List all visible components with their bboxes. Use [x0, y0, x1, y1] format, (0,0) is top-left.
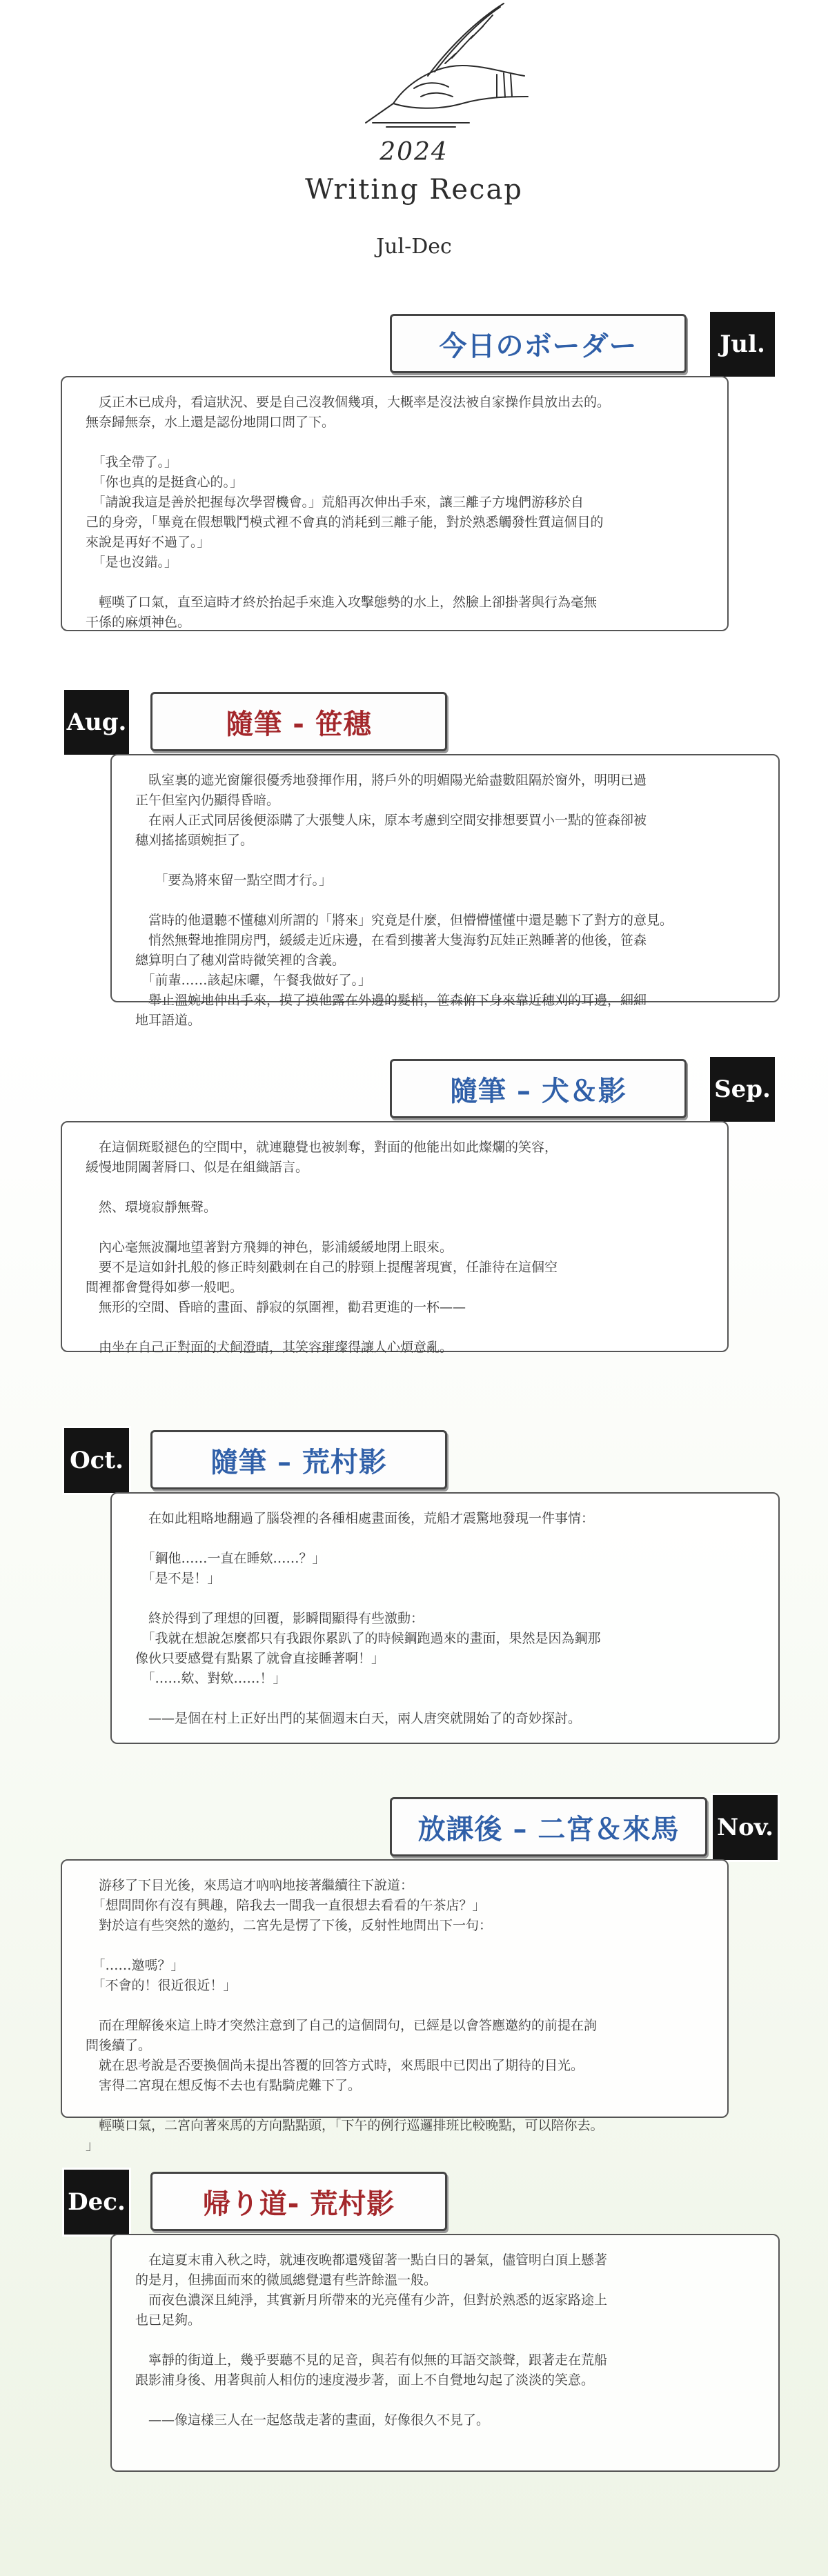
- month-badge: [62, 2168, 131, 2237]
- month-badge: [711, 1793, 780, 1862]
- section-heading-banner: [150, 692, 447, 751]
- month-badge: [62, 1426, 131, 1495]
- year-label: 2024: [379, 138, 448, 166]
- section-text-box: [61, 1859, 729, 2153]
- section-heading: 隨筆 - 笹穗: [226, 708, 372, 740]
- section-september: [0, 1059, 828, 1363]
- section-body: 在如此粗略地翻過了腦袋裡的各種相處畫面後，荒船才震驚地發現一件事情： 「鋼他……一直在睡欸……？」 「是不是！」 終於得到了理想的回覆，影瞬間顯得有些激動： 「我就在想說怎麼都只有我跟你累趴了的時候鋼跑過來的畫面，果然是因為鋼那 像伙只要感覺有點累了就會直接睡著啊！」 「……欸、對欸……！」 ——是個在村上正好出門的某個週末白天，兩人唐突就開始了的奇妙探討。: [135, 1511, 601, 1726]
- section-body: 在這夏末甫入秋之時，就連夜晚都還殘留著一點白日的暑氣，儘管明白頂上懸著 的是月，但拂面而來的微風總覺還有些許餘溫一般。 而夜色濃深且純淨，其實新月所帶來的光亮僅有少許，但對於熟悉的返家路途上 也已足夠。 寧靜的街道上，幾乎要聽不見的足音，與若有似無的耳語交談聲，跟著走在荒船 跟影浦身後、用著與前人相仿的速度漫步著，面上不自覺地勾起了淡淡的笑意。 ——像這樣三人在一起悠哉走著的畫面，好像很久不見了。: [135, 2252, 608, 2428]
- month-badge: [708, 310, 777, 379]
- section-august: [0, 686, 828, 1028]
- section-heading-banner: [150, 2172, 447, 2231]
- section-text-box: [110, 1492, 780, 1744]
- month-label: Aug.: [66, 709, 127, 736]
- quill-hand-illustration: [290, 0, 538, 131]
- section-body: 臥室裏的遮光窗簾很優秀地發揮作用，將戶外的明媚陽光給盡數阻隔於窗外，明明已過 正午但室內仍顯得昏暗。 在兩人正式同居後便添購了大張雙人床，原本考慮到空間安排想要買小一點的笹森卻被 穗刈搖搖頭婉拒了。 「要為將來留一點空間才行。」 當時的他還聽不懂穗刈所謂的「將來」究竟是什麼，但懵懵懂懂中還是聽下了對方的意見。 悄然無聲地推開房門，緩緩走近床邊，在看到摟著大隻海豹瓦娃正熟睡著的他後，笹森 總算明白了穗刈當時微笑裡的含義。 「前輩……該起床囉，午餐我做好了。」 舉止溫婉地伸出手來，摸了摸他露在外邊的髮梢，笹森俯下身來靠近穗刈的耳邊，細細 地耳語道。: [135, 773, 673, 1028]
- month-label: Jul.: [720, 330, 765, 358]
- section-heading: 放課後 – 二宮＆來馬: [417, 1813, 680, 1845]
- section-heading: 今日のボーダー: [439, 330, 638, 362]
- date-range: Jul-Dec: [376, 235, 452, 259]
- section-body: 反正木已成舟，看這狀況、要是自己沒教個幾項，大概率是沒法被自家操作員放出去的。 無奈歸無奈，水上還是認份地開口問了下。 「我全帶了。」 「你也真的是挺貪心的。」 「請說我這是善於把握每次學習機會。」荒船再次伸出手來，讓三離子方塊們游移於自 己的身旁，「畢竟在假想戰鬥模式裡不會真的消耗到三離子能，對於熟悉觸發性質這個目的 來說是再好不過了。」 「是也沒錯。」 輕嘆了口氣，直至這時才終於抬起手來進入攻擊態勢的水上，然臉上卻掛著與行為毫無 干係的麻煩神色。: [86, 395, 611, 630]
- section-november: [0, 1797, 828, 2153]
- section-text-box: [61, 376, 729, 631]
- section-heading-banner: [150, 1430, 447, 1489]
- page-title: Writing Recap: [305, 174, 523, 206]
- section-text-box: [110, 754, 780, 1028]
- section-text-box: [110, 2234, 780, 2472]
- month-label: Oct.: [70, 1447, 124, 1474]
- section-july: [0, 314, 828, 645]
- section-text-box: [61, 1121, 729, 1355]
- month-label: Dec.: [68, 2188, 126, 2216]
- section-heading-banner: [390, 1797, 707, 1856]
- section-december: [0, 2166, 828, 2497]
- month-badge: [708, 1055, 777, 1124]
- month-label: Sep.: [714, 1076, 771, 1103]
- section-heading-banner: [390, 1059, 687, 1118]
- section-body: 在這個斑駁褪色的空間中，就連聽覺也被剝奪，對面的他能出如此燦爛的笑容， 緩慢地開闔著脣口、似是在組織語言。 然、環境寂靜無聲。 內心毫無波瀾地望著對方飛舞的神色，影浦緩緩地閉上眼來。 要不是這如針扎般的修正時刻戳刺在自己的脖頸上提醒著現實，任誰待在這個空 間裡都會覺得如夢一般吧。 無形的空間、昏暗的畫面、靜寂的氛圍裡，勸君更進的一杯—— 由坐在自己正對面的犬飼澄晴，其笑容璀璨得讓人心煩意亂。: [86, 1140, 558, 1355]
- section-body: 游移了下目光後，來馬這才吶吶地接著繼續往下說道： 「想問問你有沒有興趣，陪我去一間我一直很想去看看的午茶店？」 對於這有些突然的邀約，二宮先是愣了下後，反射性地問出下一句： 「……邀嗎？」 「不會的！很近很近！」 而在理解後來這上時才突然注意到了自己的這個問句，已經是以會答應邀約的前提在詢 問後續了。 就在思考說是否要換個尚未提出答覆的回答方式時，來馬眼中已閃出了期待的目光。 害得二宮現在想反悔不去也有點騎虎難下了。 輕嘆口氣，二宮向著來馬的方向點點頭，「下午的例行巡邏排班比較晚點，可以陪你去。 」: [86, 1878, 604, 2153]
- section-heading: 帰り道- 荒村影: [202, 2188, 395, 2220]
- section-october: [0, 1425, 828, 1756]
- month-label: Nov.: [717, 1814, 773, 1841]
- month-badge: [62, 688, 131, 757]
- section-heading: 隨筆 – 犬＆影: [450, 1075, 627, 1107]
- page-header: [0, 0, 828, 290]
- section-heading-banner: [390, 314, 687, 373]
- section-heading: 隨筆 – 荒村影: [210, 1446, 387, 1478]
